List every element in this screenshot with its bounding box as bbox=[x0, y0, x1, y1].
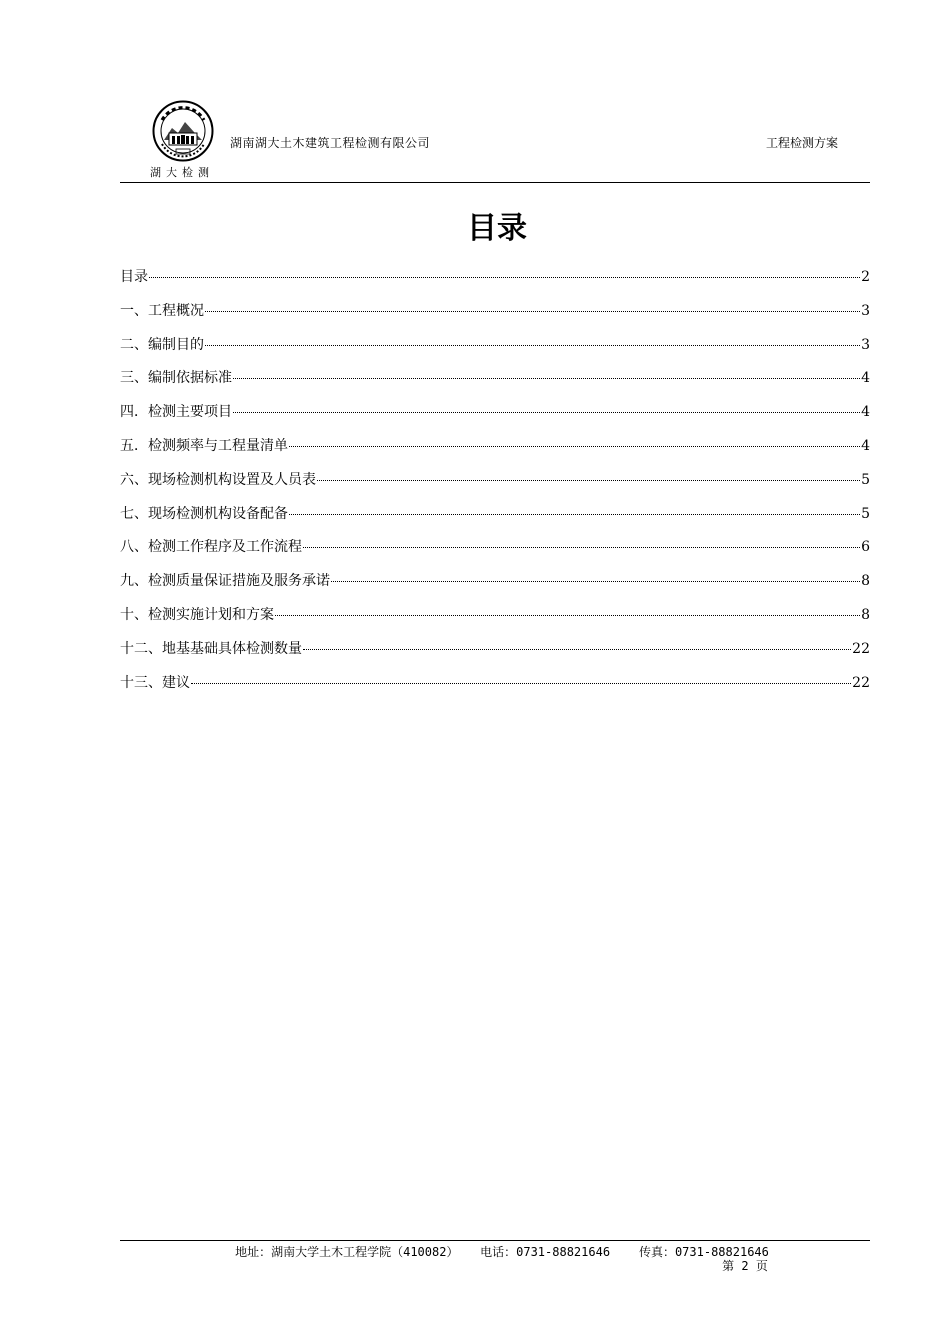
toc-entry-label: 二、编制目的 bbox=[120, 336, 204, 353]
toc-entry-label: 四．检测主要项目 bbox=[120, 404, 232, 421]
toc-leader-dots bbox=[303, 649, 851, 650]
toc-leader-dots bbox=[149, 277, 860, 278]
toc-entry[interactable] bbox=[120, 503, 870, 537]
toc-leader-dots bbox=[317, 480, 860, 481]
toc-entry-label: 三、编制依据标准 bbox=[120, 370, 232, 387]
toc-leader-dots bbox=[289, 446, 860, 447]
toc-entry[interactable] bbox=[120, 672, 870, 706]
toc-leader-dots bbox=[331, 581, 860, 582]
toc-entry-label: 九、检测质量保证措施及服务承诺 bbox=[120, 573, 330, 590]
footer-contact: 地址：湖南大学土木工程学院（410082） 电话：0731-88821646 传真：0731-88821646 bbox=[235, 1245, 769, 1259]
toc-leader-dots bbox=[275, 615, 860, 616]
toc-entry-label: 十、检测实施计划和方案 bbox=[120, 606, 274, 623]
toc-entry[interactable] bbox=[120, 334, 870, 368]
toc-entry[interactable] bbox=[120, 266, 870, 300]
toc-leader-dots bbox=[233, 412, 860, 413]
toc-leader-dots bbox=[205, 345, 860, 346]
toc-entry-label: 十三、建议 bbox=[120, 674, 190, 691]
logo-caption: 湖大检测 bbox=[150, 166, 214, 179]
toc-entry-page: 6 bbox=[861, 539, 870, 556]
page-header bbox=[120, 100, 870, 182]
toc-entry-page: 22 bbox=[852, 640, 870, 657]
toc-entry-label: 五．检测频率与工程量清单 bbox=[120, 437, 288, 454]
header-divider bbox=[120, 182, 870, 183]
toc-leader-dots bbox=[303, 547, 860, 548]
toc-entry[interactable] bbox=[120, 435, 870, 469]
toc-entry-page: 2 bbox=[861, 269, 870, 285]
toc-entry[interactable] bbox=[120, 604, 870, 638]
toc-leader-dots bbox=[191, 683, 851, 684]
toc-entry-label: 十二、地基基础具体检测数量 bbox=[120, 640, 302, 657]
document-type: 工程检测方案 bbox=[765, 136, 838, 150]
toc-entry-label: 六、现场检测机构设置及人员表 bbox=[120, 471, 316, 488]
company-name: 湖南湖大土木建筑工程检测有限公司 bbox=[230, 136, 431, 150]
toc-entry-label: 七、现场检测机构设备配备 bbox=[120, 505, 288, 522]
toc-entry-page: 8 bbox=[861, 573, 870, 590]
university-seal-logo bbox=[152, 100, 214, 162]
toc-entry-page: 5 bbox=[861, 505, 870, 522]
toc-leader-dots bbox=[205, 311, 860, 312]
toc-entry-page: 5 bbox=[861, 471, 870, 488]
toc-entry-page: 4 bbox=[861, 437, 870, 454]
toc-entry-page: 22 bbox=[852, 674, 870, 691]
toc-entry-page: 4 bbox=[861, 404, 870, 421]
toc-entry-page: 3 bbox=[861, 336, 870, 353]
toc-entry[interactable] bbox=[120, 300, 870, 334]
page-title: 目录 bbox=[467, 211, 527, 246]
toc-entry[interactable] bbox=[120, 469, 870, 503]
toc-entry[interactable] bbox=[120, 536, 870, 570]
toc-entry[interactable] bbox=[120, 367, 870, 401]
page-number: 第 2 页 bbox=[722, 1259, 768, 1273]
toc-entry-page: 3 bbox=[861, 302, 870, 319]
toc-leader-dots bbox=[233, 378, 860, 379]
toc-entry-label: 一、工程概况 bbox=[120, 302, 204, 319]
toc-leader-dots bbox=[289, 514, 860, 515]
toc-entry-page: 8 bbox=[861, 606, 870, 623]
footer-divider bbox=[120, 1240, 870, 1241]
table-of-contents bbox=[120, 266, 870, 705]
toc-entry[interactable] bbox=[120, 638, 870, 672]
toc-entry[interactable] bbox=[120, 401, 870, 435]
toc-entry-page: 4 bbox=[861, 370, 870, 387]
toc-entry-label: 目录 bbox=[120, 269, 148, 285]
toc-entry-label: 八、检测工作程序及工作流程 bbox=[120, 539, 302, 556]
toc-entry[interactable] bbox=[120, 570, 870, 604]
